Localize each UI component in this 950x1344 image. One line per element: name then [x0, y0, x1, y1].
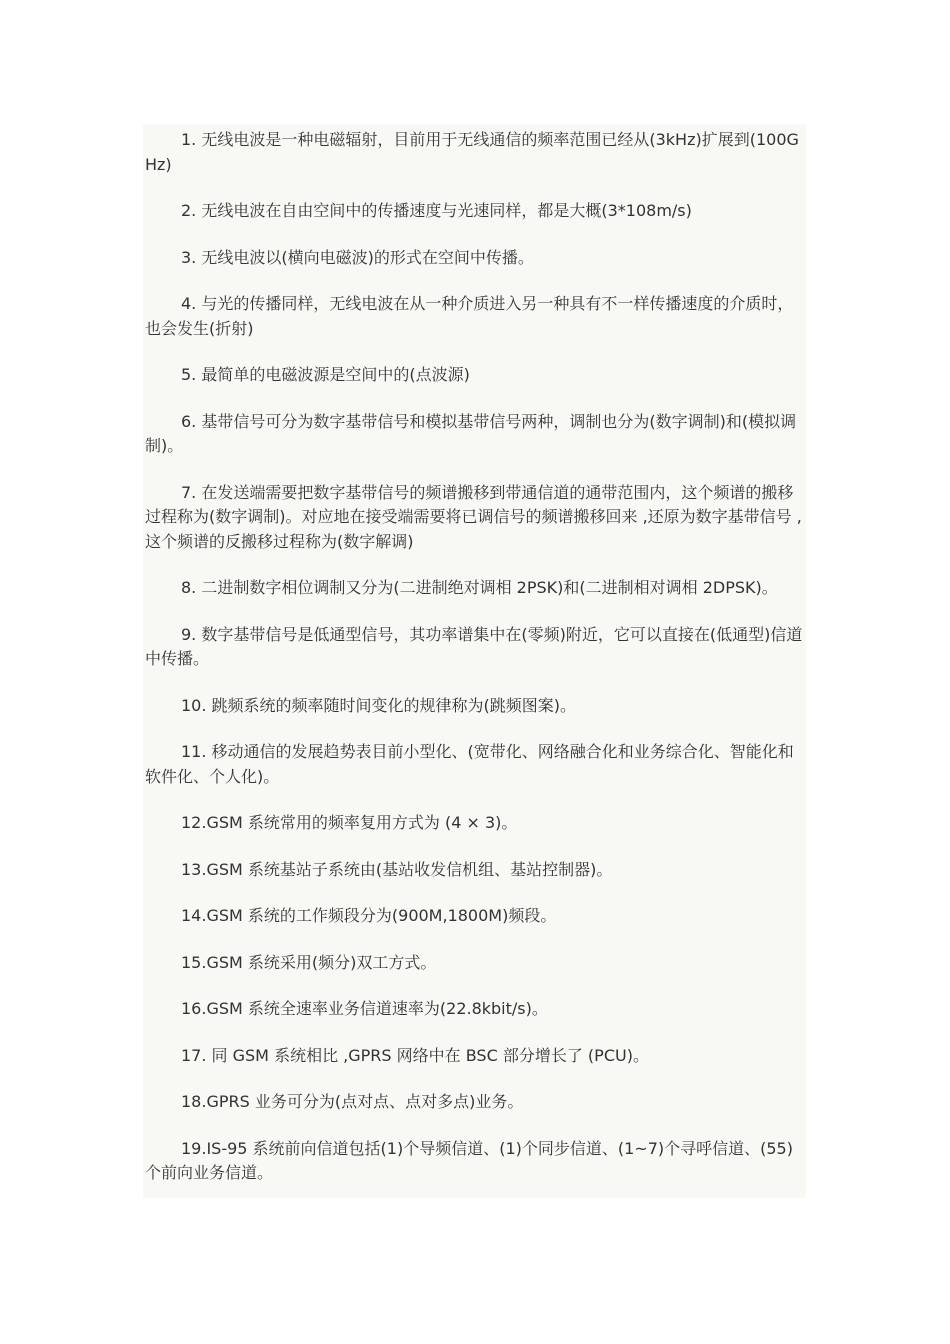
- list-item: 2. 无线电波在自由空间中的传播速度与光速同样，都是大概(3*108m/s): [181, 201, 692, 220]
- question-list: [143, 124, 806, 1198]
- list-item: 16.GSM 系统全速率业务信道速率为(22.8kbit/s)。: [181, 999, 548, 1018]
- list-item: 17. 同 GSM 系统相比 ,GPRS 网络中在 BSC 部分增长了 (PCU)。: [181, 1045, 649, 1065]
- list-item: 14.GSM 系统的工作频段分为(900M,1800M)频段。: [181, 906, 557, 925]
- list-item: 7. 在发送端需要把数字基带信号的频谱搬移到带通信道的通带范围内，这个频谱的搬移 过程称为(数字调制)。对应地在接受端需要将已调信号的频谱搬移回来 ,还原为数字基带信号 ,这个频谱的反搬移过程称为(数字解调): [145, 482, 802, 551]
- list-item: 12.GSM 系统常用的频率复用方式为 (4 × 3)。: [181, 813, 518, 832]
- list-item: 11. 移动通信的发展趋势表目前小型化、(宽带化、网络融合化和业务综合化、智能化和软件化、个人化)。: [145, 742, 794, 786]
- list-item: 19.IS-95 系统前向信道包括(1)个导频信道、(1)个同步信道、(1~7)个寻呼信道、(55)个前向业务信道。: [145, 1138, 793, 1182]
- list-item: 15.GSM 系统采用(频分)双工方式。: [181, 952, 437, 972]
- list-item: 18.GPRS 业务可分为(点对点、点对多点)业务。: [181, 1092, 524, 1111]
- list-item: 6. 基带信号可分为数字基带信号和模拟基带信号两种，调制也分为(数字调制)和(模拟调制)。: [145, 411, 797, 455]
- list-item: 13.GSM 系统基站子系统由(基站收发信机组、基站控制器)。: [181, 859, 613, 879]
- list-item: 1. 无线电波是一种电磁辐射，目前用于无线通信的频率范围已经从(3kHz)扩展到(100GHz): [145, 130, 799, 174]
- list-item: 5. 最简单的电磁波源是空间中的(点波源): [181, 365, 470, 384]
- list-item: 9. 数字基带信号是低通型信号，其功率谱集中在(零频)附近，它可以直接在(低通型)信道中传播。: [145, 624, 803, 668]
- list-item: 3. 无线电波以(横向电磁波)的形式在空间中传播。: [181, 247, 534, 267]
- list-item: 10. 跳频系统的频率随时间变化的规律称为(跳频图案)。: [181, 695, 577, 715]
- list-item: 8. 二进制数字相位调制又分为(二进制绝对调相 2PSK)和(二进制相对调相 2DPSK)。: [181, 578, 778, 597]
- list-item: 4. 与光的传播同样，无线电波在从一种介质进入另一种具有不一样传播速度的介质时， 也会发生(折射): [145, 294, 794, 338]
